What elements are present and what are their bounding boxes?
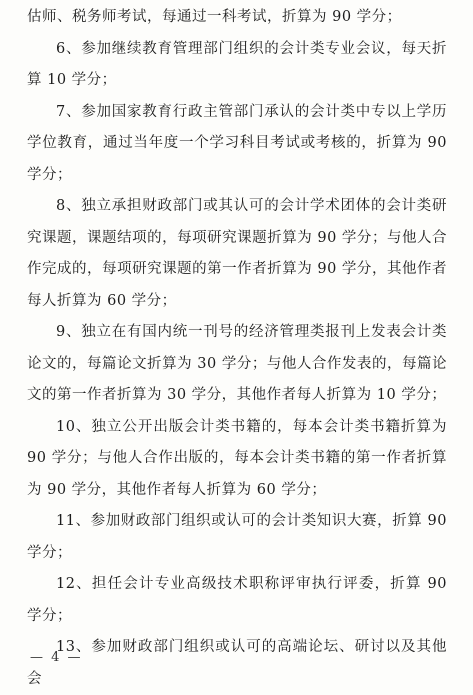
- paragraph-item-10: 10、独立公开出版会计类书籍的，每本会计类书籍折算为 90 学分；与他人合作出版的，每本会计类书籍的第一作者折算为 90 学分，其他作者每人折算为 60 学分；: [27, 418, 447, 498]
- page-number: — 4 —: [30, 650, 83, 665]
- paragraph-continuation: 估师、税务师考试，每通过一科考试，折算为 90 学分；: [27, 9, 402, 25]
- paragraph-item-11: 11、参加财政部门组织或认可的会计类知识大赛，折算 90 学分；: [27, 513, 447, 561]
- paragraph-item-13: 13、参加财政部门组织或认可的高端论坛、研讨以及其他会: [27, 639, 447, 687]
- paragraph-item-12: 12、担任会计专业高级技术职称评审执行评委，折算 90 学分；: [27, 576, 447, 624]
- paragraph-item-6: 6、参加继续教育管理部门组织的会计类专业会议，每天折算 10 学分；: [27, 40, 447, 88]
- paragraph-item-8: 8、独立承担财政部门或其认可的会计学术团体的会计类研究课题，课题结项的，每项研究课题折算为 90 学分；与他人合作完成的，每项研究课题的第一作者折算为 90 学分，其他作者每人折算为 60 学分；: [27, 198, 447, 309]
- paragraph-item-9: 9、独立在有国内统一刊号的经济管理类报刊上发表会计类论文的，每篇论文折算为 30 学分；与他人合作发表的，每篇论文的第一作者折算为 30 学分，其他作者每人折算为 10 学分；: [27, 324, 447, 403]
- document-body: [27, 2, 447, 695]
- paragraph-item-7: 7、参加国家教育行政主管部门承认的会计类中专以上学历学位教育，通过当年度一个学习科目考试或考核的，折算为 90 学分；: [27, 103, 447, 183]
